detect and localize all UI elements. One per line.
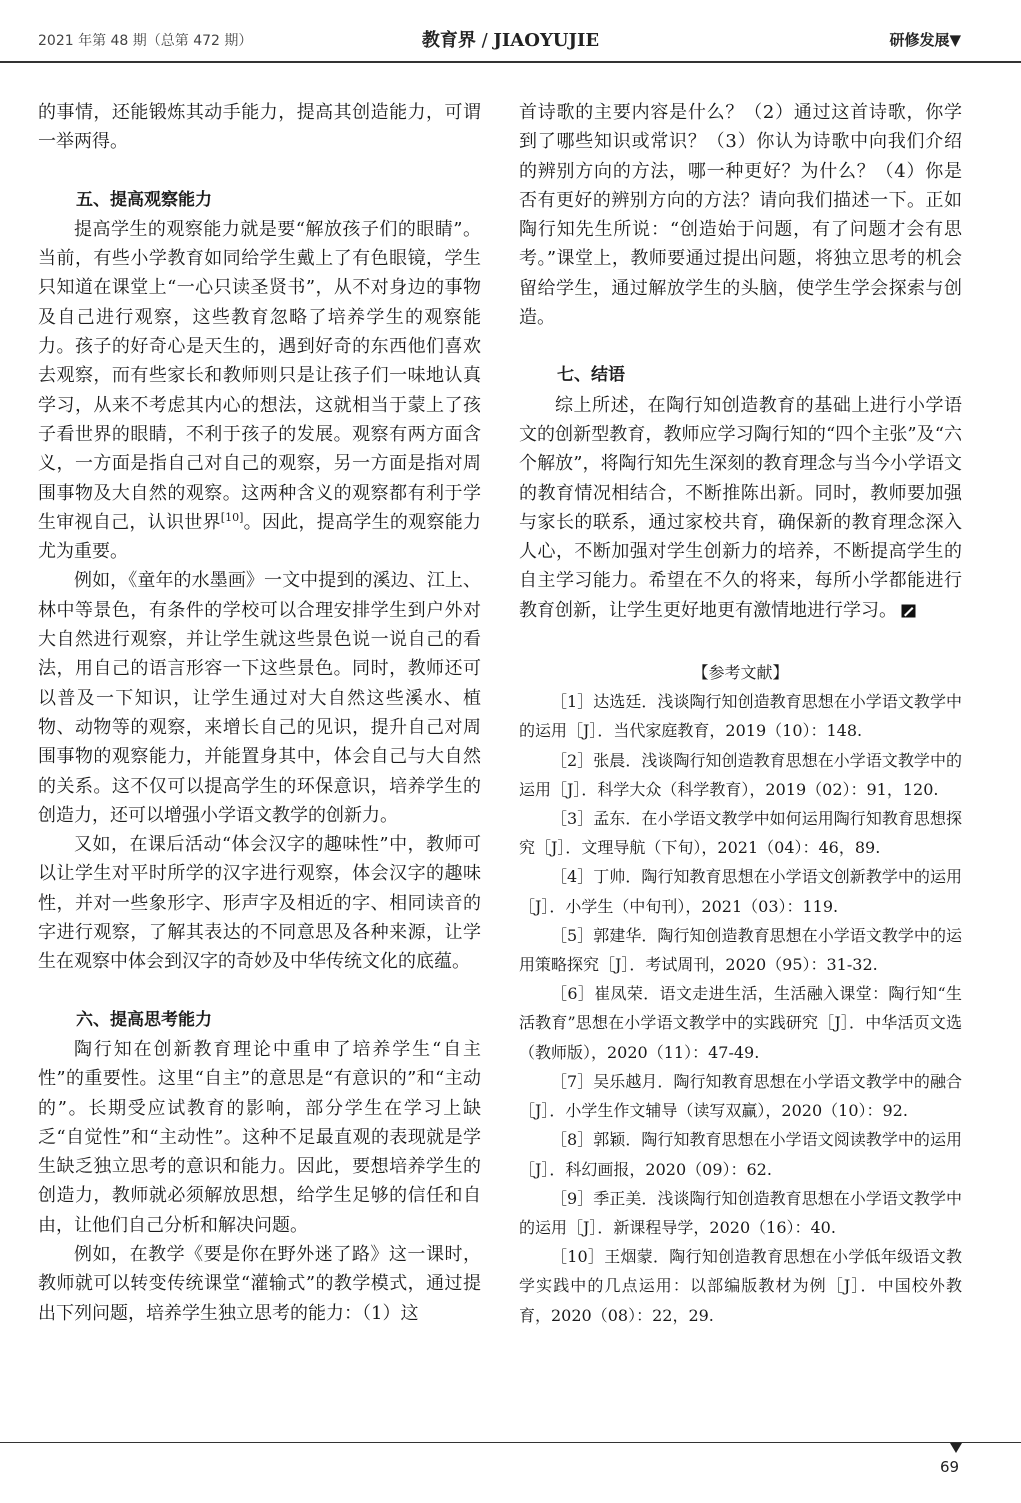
references xyxy=(519,658,962,1330)
reference-item: ［10］王烟蒙．陶行知创造教育思想在小学低年级语文教学实践中的几点运用：以部编版教材为例［J］．中国校外教育，2020（08）：22，29. xyxy=(519,1247,962,1325)
end-of-article-icon xyxy=(901,604,916,618)
paragraph xyxy=(38,215,481,567)
reference-item: ［8］郭颖．陶行知教育思想在小学语文阅读教学中的运用［J］．科幻画报，2020（09）：62. xyxy=(519,1130,962,1179)
paragraph: 又如，在课后活动“体会汉字的趣味性”中，教师可以让学生对平时所学的汉字进行观察，体会汉字的趣味性，并对一些象形字、形声字及相近的字、相同读音的字进行观察，了解其表达的不同意思及各种来源，让学生在观察中体会到汉字的奇妙及中华传统文化的底蕴。 xyxy=(38,834,481,973)
section-label: 研修发展▼ xyxy=(889,31,961,49)
section-heading-5: 五、提高观察能力 xyxy=(76,189,212,210)
paragraph-text: 提高学生的观察能力就是要“解放孩子们的眼睛”。当前，有些小学教育如同给学生戴上了有色眼镜，学生只知道在课堂上“一心只读圣贤书”，从不对身边的事物及自己进行观察，这些教育忽略了培养学生的观察能力。孩子的好奇心是天生的，遇到好奇的东西他们喜欢去观察，而有些家长和教师则只是让孩子们一味地认真学习，从来不考虑其内心的想法，这就相当于蒙上了孩子看世界的眼睛，不利于孩子的发展。观察有两方面含义，一方面是指自己对自己的观察，另一方面是指对周围事物及大自然的观察。这两种含义的观察都有利于学生审视自己，认识世界 xyxy=(38,218,481,533)
reference-item: ［9］季正美．浅谈陶行知创造教育思想在小学语文教学中的运用［J］．新课程导学，2020（16）：40. xyxy=(519,1188,962,1237)
paragraph-text: 综上所述，在陶行知创造教育的基础上进行小学语文的创新型教育，教师应学习陶行知的“四个主张”及“六个解放”，将陶行知先生深刻的教育理念与当今小学语文的教育情况相结合，不断推陈出新。同时，教师要加强与家长的联系，通过家校共育，确保新的教育理念深入人心，不断加强对学生创新力的培养，不断提高学生的自主学习能力。希望在不久的将来，每所小学都能进行教育创新，让学生更好地更有激情地进行学习。 xyxy=(519,394,962,621)
header-divider xyxy=(0,61,1021,63)
paragraph xyxy=(519,391,962,625)
reference-item: ［3］孟东．在小学语文教学中如何运用陶行知教育思想探究［J］．文理导航（下旬），2021（04）：46，89. xyxy=(519,809,962,858)
reference-item: ［6］崔凤荣．语文走进生活，生活融入课堂：陶行知“生活教育”思想在小学语文教学中的实践研究［J］．中华活页文选（教师版），2020（11）：47-49. xyxy=(519,984,962,1062)
page-number: 69 xyxy=(940,1458,960,1476)
section-heading-6: 六、提高思考能力 xyxy=(76,1009,212,1030)
journal-separator: / xyxy=(475,30,494,51)
journal-title xyxy=(0,26,1021,52)
paragraph: 的事情，还能锻炼其动手能力，提高其创造能力，可谓一举两得。 xyxy=(38,102,481,153)
footer-divider xyxy=(0,1442,1021,1443)
paragraph: 陶行知在创新教育理论中重申了培养学生“自主性”的重要性。这里“自主”的意思是“有意识的”和“主动的”。长期受应试教育的影响，部分学生在学习上缺乏“自觉性”和“主动性”。这种不足最直观的表现就是学生缺乏独立思考的意识和能力。因此，要想培养学生的创造力，教师就必须解放思想，给学生足够的信任和自由，让他们自己分析和解决问题。 xyxy=(38,1038,481,1236)
reference-item: ［5］郭建华．陶行知创造教育思想在小学语文教学中的运用策略探究［J］．考试周刊，2020（95）：31-32. xyxy=(519,925,962,975)
right-column xyxy=(519,98,962,1330)
paragraph: 例如，在教学《要是你在野外迷了路》这一课时，教师就可以转变传统课堂“灌输式”的教学模式，通过提出下列问题，培养学生独立思考的能力：（1）这 xyxy=(38,1243,481,1324)
reference-item: ［7］吴乐越月．陶行知教育思想在小学语文教学中的融合［J］．小学生作文辅导（读写双赢），2020（10）：92. xyxy=(519,1071,962,1121)
left-column xyxy=(38,98,481,1328)
journal-name-en: JIAOYUJIE xyxy=(493,30,600,51)
section-heading-7: 七、结语 xyxy=(557,365,625,386)
page-header xyxy=(0,0,1021,62)
reference-item: ［4］丁帅．陶行知教育思想在小学语文创新教学中的运用［J］．小学生（中旬刊），2021（03）：119. xyxy=(519,867,962,916)
reference-item: ［1］达选廷．浅谈陶行知创造教育思想在小学语文教学中的运用［J］．当代家庭教育，2019（10）：148. xyxy=(519,692,962,741)
page-marker-icon xyxy=(950,1443,962,1453)
paragraph: 例如，《童年的水墨画》一文中提到的溪边、江上、林中等景色，有条件的学校可以合理安排学生到户外对大自然进行观察，并让学生就这些景色说一说自己的看法，用自己的语言形容一下这些景色。同时，教师还可以普及一下知识，让学生通过对大自然这些溪水、植物、动物等的观察，来增长自己的见识，提升自己对周围事物的观察能力，并能置身其中，体会自己与大自然的关系。这不仅可以提高学生的环保意识，培养学生的创造力，还可以增强小学语文教学的创新力。 xyxy=(38,570,481,826)
references-title: 【参考文献】 xyxy=(692,663,789,683)
paragraph: 首诗歌的主要内容是什么？（2）通过这首诗歌，你学到了哪些知识或常识？（3）你认为诗歌中向我们介绍的辨别方向的方法，哪一种更好？为什么？（4）你是否有更好的辨别方向的方法？请向我们描述一下。正如陶行知先生所说：“创造始于问题，有了问题才会有思考。”课堂上，教师要通过提出问题，将独立思考的机会留给学生，通过解放学生的头脑，使学生学会探索与创造。 xyxy=(519,102,962,329)
journal-name-cn: 教育界 xyxy=(421,30,476,51)
reference-item: ［2］张晨．浅谈陶行知创造教育思想在小学语文教学中的运用［J］．科学大众（科学教育），2019（02）：91，120. xyxy=(519,750,962,799)
citation-mark: [10] xyxy=(220,510,244,524)
paragraph-text: 。因此，提高学生的观察能力尤为重要。 xyxy=(38,511,482,563)
issue-info: 2021 年第 48 期（总第 472 期） xyxy=(38,33,253,49)
